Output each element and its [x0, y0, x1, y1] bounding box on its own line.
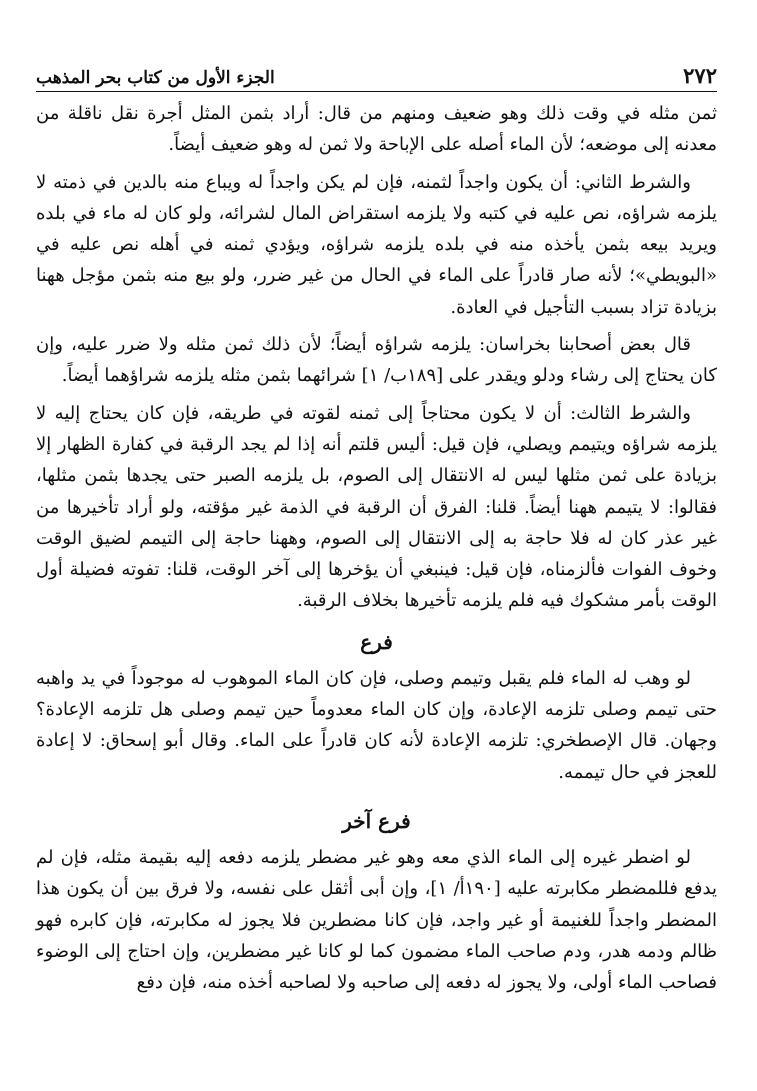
- section-heading-far: فرع: [360, 629, 393, 654]
- header-rule: [36, 91, 717, 92]
- page-body: [36, 98, 717, 1004]
- paragraph-1: ثمن مثله في وقت ذلك وهو ضعيف ومنهم من قال: أراد بثمن المثل أجرة نقل ناقلة من معدنه إلى موضعه؛ لأن الماء أصله على الإباحة ولا ثمن له وهو ضعيف أيضاً.: [36, 103, 717, 156]
- running-title: الجزء الأول من كتاب بحر المذهب: [36, 68, 275, 88]
- paragraph-4: والشرط الثالث: أن لا يكون محتاجاً إلى ثمنه لقوته في طريقه، فإن كان يحتاج إليه لا يلزمه شراؤه ويتيمم ويصلي، فإن قيل: أليس قلتم أنه إذا لم يجد الرقبة في كفارة الظهار إلا بزيادة على ثمن مثلها ليس له الانتقال إلى الصوم، بل يلزمه الصبر حتى يجدها بثمن مثلها، فقالوا: لا يتيمم ههنا أيضاً. قلنا: الفرق أن الرقبة في الذمة غير مؤقته، ولو أراد تأخيرها من غير عذر كان له فلا حاجة به إلى الانتقال إلى الصوم، وههنا حاجة إلى التيمم لضيق الوقت وخوف الفوات فألزمناه، فإن قيل: فينبغي أن يؤخرها إلى آخر الوقت، قلنا: تفوته فضيلة أول الوقت بأمر مشكوك فيه فلم يلزمه تأخيرها بخلاف الرقبة.: [36, 402, 717, 612]
- section-heading-far-akhar: فرع آخر: [342, 808, 411, 833]
- paragraph-5: لو وهب له الماء فلم يقبل وتيمم وصلى، فإن كان الماء الموهوب له موجوداً في يد واهبه حتى تيمم وصلى تلزمه الإعادة، وإن كان الماء معدوماً حين تيمم وصلى هل تلزمه الإعادة؟ وجهان. قال الإصطخري: تلزمه الإعادة لأنه كان قادراً على الماء. وقال أبو إسحاق: لا إعادة للعجز في حال تيممه.: [36, 667, 717, 783]
- paragraph-3: قال بعض أصحابنا بخراسان: يلزمه شراؤه أيضاً؛ لأن ذلك ثمن مثله ولا ضرر عليه، وإن كان يحتاج إلى رشاء ودلو ويقدر على [١٨٩ب/ ١] شرائهما بثمن مثله يلزمه شراؤهما أيضاً.: [36, 334, 717, 387]
- page-number: ٢٧٢: [683, 63, 717, 88]
- paragraph-6: لو اضطر غيره إلى الماء الذي معه وهو غير مضطر يلزمه دفعه إليه بقيمة مثله، فإن لم يدفع فللمضطر مكابرته عليه [١٩٠أ/ ١]، وإن أبى أثقل على نفسه، ولا فرق بين أن يكون هذا المضطر واجداً للغنيمة أو غير واجد، فإن كانا مضطرين فلا يجوز له مكابرته، فإن كابره فهو ظالم ودمه هدر، ودم صاحب الماء مضمون كما لو كانا غير مضطرين، وإن احتاج إلى الوضوء فصاحب الماء أولى، ولا يجوز له دفعه إلى صاحبه ولا لصاحبه أخذه منه، فإن دفع: [36, 846, 717, 994]
- paragraph-2: والشرط الثاني: أن يكون واجداً لثمنه، فإن لم يكن واجداً له ويباع منه بالدين في ذمته لا يلزمه شراؤه، نص عليه في كتبه ولا يلزمه استقراض المال لشرائه، ولو كان له ماء في بلده ويريد بيعه بثمن يأخذه منه في بلده يلزمه شراؤه، ويؤدي ثمنه في أهله نص عليه في «البويطي»؛ لأنه صار قادراً على الماء في الحال من غير ضرر، ولو بيع منه بثمن مؤجل ههنا بزيادة تزاد بسبب التأجيل في العادة.: [36, 171, 717, 318]
- page-header: [36, 58, 717, 88]
